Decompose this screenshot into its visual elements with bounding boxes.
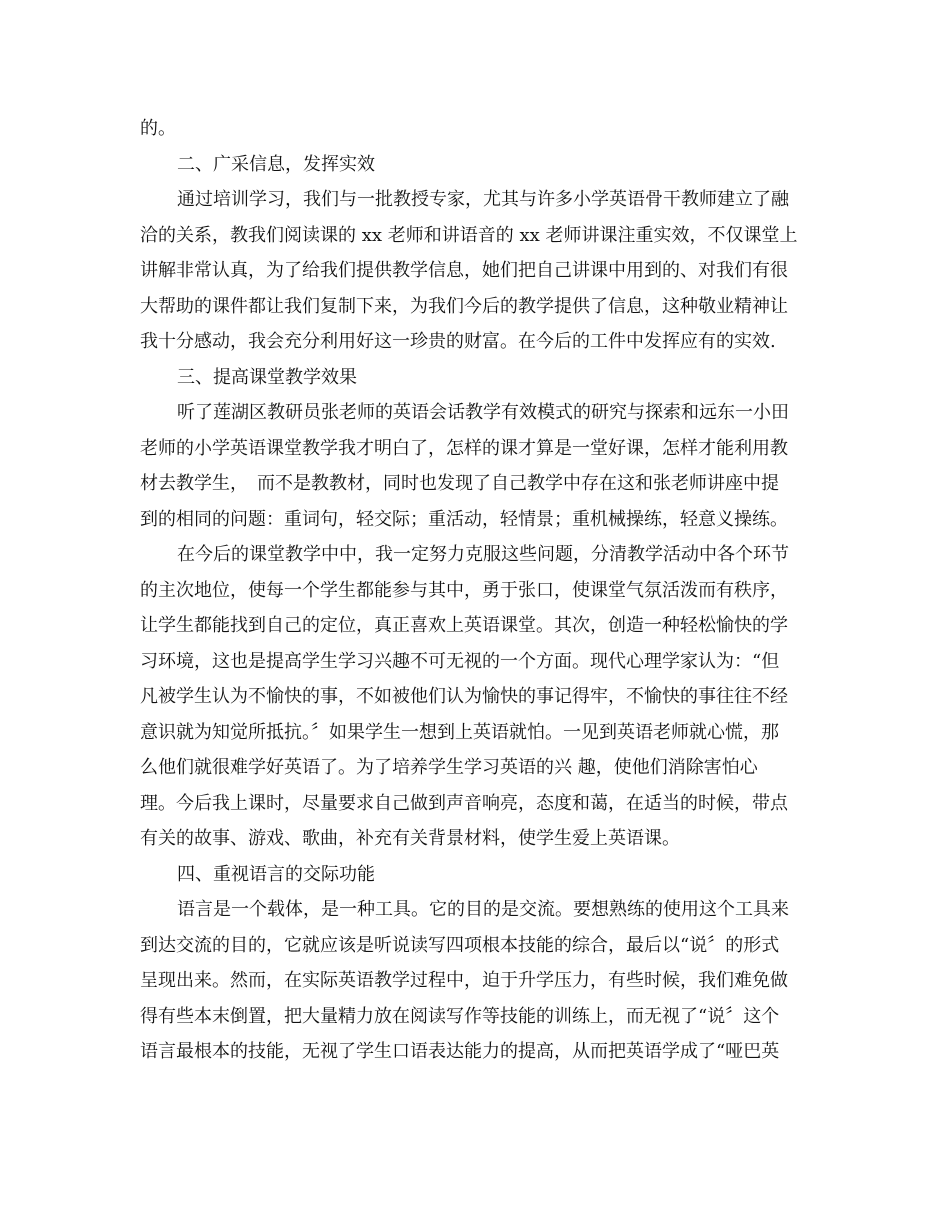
text-line: 让学生都能找到自己的定位，真正喜欢上英语课堂。其次，创造一种轻松愉快的学 bbox=[140, 615, 788, 636]
text-line: 有关的故事、游戏、歌曲，补充有关背景材料，使学生爱上英语课。 bbox=[140, 828, 680, 849]
text-line: 语言是一个载体，是一种工具。它的目的是交流。要想熟练的使用这个工具来 bbox=[177, 899, 789, 920]
text-line: 通过培训学习，我们与一批教授专家，尤其与许多小学英语骨干教师建立了融 bbox=[177, 189, 789, 210]
text-line: 老师的小学英语课堂教学我才明白了，怎样的课才算是一堂好课，怎样才能利用教 bbox=[140, 437, 788, 459]
text-line: 的主次地位，使每一个学生都能参与其中，勇于张口，使课堂气氛活泼而有秩序， bbox=[140, 579, 788, 601]
text-line: 的。 bbox=[140, 118, 176, 139]
text-line: 到达交流的目的，它就应该是听说读写四项根本技能的综合，最后以“说〞的形式 bbox=[140, 934, 780, 956]
text-line: 意识就为知觉所抵抗。〞如果学生一想到上英语就怕。一见到英语老师就心慌，那 bbox=[140, 721, 779, 743]
text-line: 语言最根本的技能，无视了学生口语表达能力的提高，从而把英语学成了“哑巴英 bbox=[140, 1041, 780, 1062]
text-line: 凡被学生认为不愉快的事，不如被他们认为愉快的事记得牢，不愉快的事往往不经 bbox=[140, 686, 788, 707]
text-line: 习环境，这也是提高学生学习兴趣不可无视的一个方面。现代心理学家认为：“但 bbox=[140, 650, 780, 672]
text-line: 二、广采信息，发挥实效 bbox=[177, 153, 375, 175]
text-line: 三、提高课堂教学效果 bbox=[177, 366, 357, 388]
text-line: 材去教学生， 而不是教教材，同时也发现了自己教学中存在这和张老师讲座中提 bbox=[140, 473, 779, 494]
document-body bbox=[140, 111, 820, 1070]
text-line: 我十分感动，我会充分利用好这一珍贵的财富。在今后的工件中发挥应有的实效. bbox=[140, 331, 776, 352]
text-line: 讲解非常认真，为了给我们提供教学信息，她们把自己讲课中用到的、对我们有很 bbox=[140, 260, 788, 281]
text-line: 听了莲湖区教研员张老师的英语会话教学有效模式的研究与探索和远东一小田 bbox=[177, 402, 789, 423]
text-line: 洽的关系，教我们阅读课的 xx 老师和讲语音的 xx 老师讲课注重实效，不仅课堂上 bbox=[140, 224, 798, 246]
text-line: 四、重视语言的交际功能 bbox=[177, 863, 375, 885]
text-line: 在今后的课堂教学中中，我一定努力克服这些问题，分清教学活动中各个环节 bbox=[177, 544, 789, 565]
text-line: 得有些本末倒置，把大量精力放在阅读写作等技能的训练上，而无视了“说〞这个 bbox=[140, 1005, 780, 1027]
text-line: 大帮助的课件都让我们复制下来，为我们今后的教学提供了信息，这种敬业精神让 bbox=[140, 295, 788, 317]
text-line: 到的相同的问题：重词句，轻交际；重活动，轻情景；重机械操练，轻意义操练。 bbox=[140, 508, 788, 530]
text-line: 呈现出来。然而，在实际英语教学过程中，迫于升学压力，有些时候，我们难免做 bbox=[140, 970, 788, 991]
text-line: 么他们就很难学好英语了。为了培养学生学习英语的兴 趣，使他们消除害怕心 bbox=[140, 757, 758, 778]
text-line: 理。今后我上课时，尽量要求自己做到声音响亮，态度和蔼，在适当的时候，带点 bbox=[140, 792, 788, 814]
